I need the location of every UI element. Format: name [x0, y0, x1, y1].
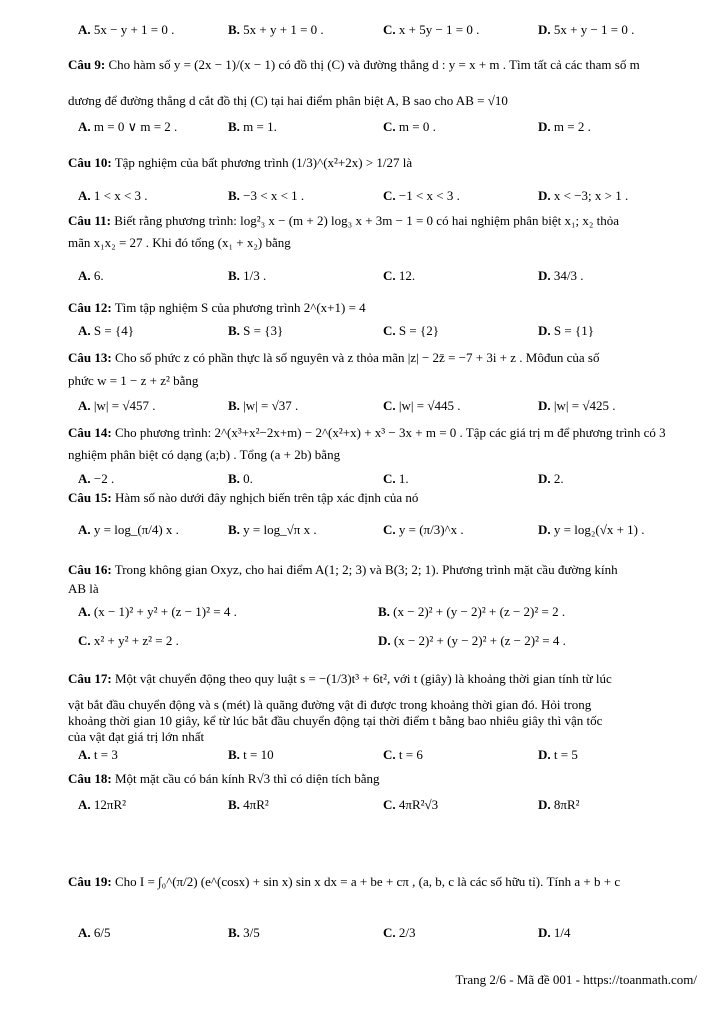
option-b: B. m = 1. — [228, 119, 277, 134]
q14-line2: nghiệm phân biệt có dạng (a;b) . Tổng (a + 2b) bằng — [68, 447, 341, 462]
q17-line4: của vật đạt giá trị lớn nhất — [68, 729, 205, 744]
q13-line1: Câu 13: Cho số phức z có phần thực là số nguyên và z thỏa mãn |z| − 2z̄ = −7 + 3i + z . Môđun của số — [68, 350, 600, 365]
option-c: C. x + 5y − 1 = 0 . — [383, 22, 480, 37]
q16-line2: AB là — [68, 581, 99, 596]
q18-options — [78, 797, 703, 817]
option-c: C. 1. — [383, 471, 409, 486]
option-d: D. (x − 2)² + (y − 2)² + (z − 2)² = 4 . — [378, 633, 566, 648]
option-a: A. −2 . — [78, 471, 115, 486]
option-b: B. (x − 2)² + (y − 2)² + (z − 2)² = 2 . — [378, 604, 566, 619]
option-d: D. t = 5 — [538, 747, 578, 762]
q14-options — [78, 471, 703, 491]
option-a: A. m = 0 ∨ m = 2 . — [78, 119, 178, 134]
q18-line: Câu 18: Một mặt cầu có bán kính R√3 thì có diện tích bằng — [68, 771, 380, 786]
option-c: C. 12. — [383, 268, 416, 283]
option-b: B. |w| = √37 . — [228, 398, 299, 413]
q9-line1: Câu 9: Cho hàm số y = (2x − 1)/(x − 1) có đồ thị (C) và đường thẳng d : y = x + m . Tìm tất cả các tham số m — [68, 57, 640, 72]
option-d: D. 1/4 — [538, 925, 571, 940]
option-c: C. 4πR²√3 — [383, 797, 439, 812]
option-b: B. 3/5 — [228, 925, 260, 940]
option-d: D. 8πR² — [538, 797, 580, 812]
option-c: C. x² + y² + z² = 2 . — [78, 633, 179, 648]
q12-line: Câu 12: Tìm tập nghiệm S của phương trình 2^(x+1) = 4 — [68, 300, 366, 315]
option-d: D. 34/3 . — [538, 268, 584, 283]
option-a: A. t = 3 — [78, 747, 118, 762]
q9-options — [78, 119, 703, 139]
option-a: A. 6. — [78, 268, 104, 283]
option-d: D. x < −3; x > 1 . — [538, 188, 629, 203]
option-d: D. 5x + y − 1 = 0 . — [538, 22, 635, 37]
q13-options — [78, 398, 703, 418]
q10-line: Câu 10: Tập nghiệm của bất phương trình (1/3)^(x²+2x) > 1/27 là — [68, 155, 413, 170]
option-c: C. t = 6 — [383, 747, 423, 762]
q15-options — [78, 522, 703, 542]
q11-line2: mãn x₁x₂ = 27 . Khi đó tổng (x₁ + x₂) bằng — [68, 235, 291, 250]
option-b: B. y = log_√π x . — [228, 522, 317, 537]
q16-line1: Câu 16: Trong không gian Oxyz, cho hai điểm A(1; 2; 3) và B(3; 2; 1). Phương trình mặt cầu đường kính — [68, 562, 618, 577]
q10-options — [78, 188, 703, 208]
option-d: D. 2. — [538, 471, 564, 486]
q9-line2: dương để đường thẳng d cắt đồ thị (C) tại hai điểm phân biệt A, B sao cho AB = √10 — [68, 93, 508, 108]
q17-options — [78, 747, 703, 767]
option-c: C. 2/3 — [383, 925, 416, 940]
option-b: B. 1/3 . — [228, 268, 267, 283]
q11-options — [78, 268, 703, 288]
option-b: B. S = {3} — [228, 323, 284, 338]
option-d: D. |w| = √425 . — [538, 398, 616, 413]
option-b: B. 5x + y + 1 = 0 . — [228, 22, 324, 37]
q17-line1: Câu 17: Một vật chuyển động theo quy luật s = −(1/3)t³ + 6t², với t (giây) là khoảng thời gian tính từ lúc — [68, 671, 612, 686]
option-c: C. S = {2} — [383, 323, 439, 338]
option-c: C. −1 < x < 3 . — [383, 188, 460, 203]
q14-line1: Câu 14: Cho phương trình: 2^(x³+x²−2x+m) − 2^(x²+x) + x³ − 3x + m = 0 . Tập các giá trị m để phương trình có 3 — [68, 425, 666, 440]
option-c: C. y = (π/3)^x . — [383, 522, 464, 537]
option-a: A. 12πR² — [78, 797, 127, 812]
option-a: A. |w| = √457 . — [78, 398, 156, 413]
option-a: A. S = {4} — [78, 323, 134, 338]
option-a: A. (x − 1)² + y² + (z − 1)² = 4 . — [78, 604, 237, 619]
option-b: B. −3 < x < 1 . — [228, 188, 305, 203]
q16-options-row2 — [78, 633, 703, 653]
option-d: D. m = 2 . — [538, 119, 591, 134]
q16-options-row1 — [78, 604, 703, 624]
option-c: C. |w| = √445 . — [383, 398, 461, 413]
q17-line2: vật bắt đầu chuyển động và s (mét) là quãng đường vật đi được trong khoảng thời gian đó. Hỏi trong — [68, 697, 592, 712]
option-a: A. 5x − y + 1 = 0 . — [78, 22, 175, 37]
q19-options — [78, 925, 703, 945]
option-d: D. S = {1} — [538, 323, 594, 338]
option-a: A. 1 < x < 3 . — [78, 188, 148, 203]
q12-options — [78, 323, 703, 343]
option-c: C. m = 0 . — [383, 119, 436, 134]
page-footer: Trang 2/6 - Mã đề 001 - https://toanmath.com/ — [455, 972, 697, 987]
option-d: D. y = log₂(√x + 1) . — [538, 522, 645, 537]
q15-line: Câu 15: Hàm số nào dưới đây nghịch biến trên tập xác định của nó — [68, 490, 419, 505]
q13-line2: phức w = 1 − z + z² bằng — [68, 373, 199, 388]
q17-line3: khoảng thời gian 10 giây, kể từ lúc bắt đầu chuyển động tại thời điểm t bằng bao nhiêu giây thì vận tốc — [68, 713, 603, 728]
q19-line: Câu 19: Cho I = ∫₀^(π/2) (e^(cosx) + sin x) sin x dx = a + be + cπ , (a, b, c là các số hữu tỉ). Tính a + b + c — [68, 874, 621, 889]
option-a: A. 6/5 — [78, 925, 111, 940]
option-a: A. y = log_(π/4) x . — [78, 522, 179, 537]
option-b: B. 4πR² — [228, 797, 269, 812]
option-b: B. 0. — [228, 471, 253, 486]
q11-line1: Câu 11: Biết rằng phương trình: log²₃ x − (m + 2) log₃ x + 3m − 1 = 0 có hai nghiệm phân biệt x₁; x₂ thỏa — [68, 213, 620, 228]
option-b: B. t = 10 — [228, 747, 274, 762]
q8-options — [78, 22, 703, 42]
